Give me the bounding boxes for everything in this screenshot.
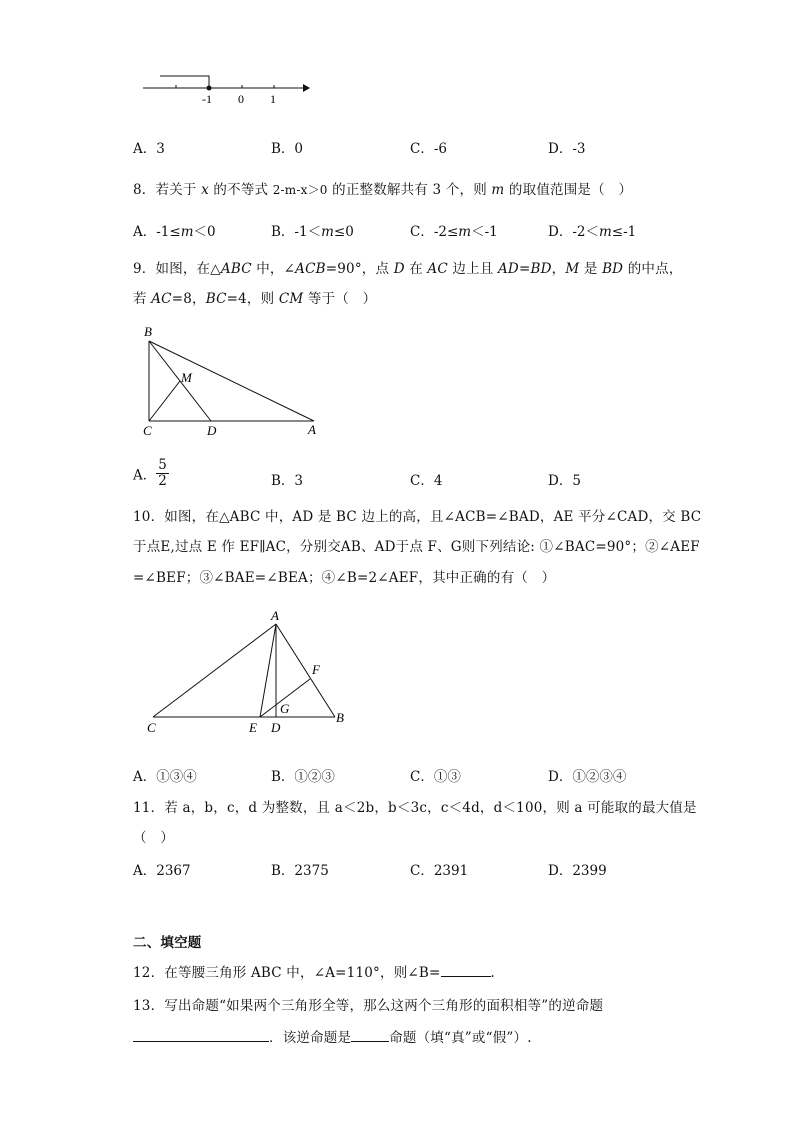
q9-option-a: A． $\frac{5}{2}$ (133, 457, 167, 489)
q8-text: 的取值范围是（ ） (504, 182, 633, 198)
q13-stem-line1: 13．写出命题“如果两个三角形全等，那么这两个三角形的面积相等”的逆命题 (133, 998, 604, 1014)
q8-option-b: B．-1＜m≤0 (271, 224, 354, 240)
q9-option-c: C．4 (410, 473, 443, 489)
q7-option-c: C．-6 (410, 141, 447, 157)
point-label-d: D (271, 720, 281, 735)
point-label-g: G (280, 701, 290, 716)
q8-text: 的不等式 (208, 182, 273, 198)
q9-option-b: B．3 (271, 473, 304, 489)
q10-stem-line1: 10．如图，在△ABC 中，AD 是 BC 边上的高，且∠ACB=∠BAD，AE 平分∠CAD，交 BC (133, 509, 702, 525)
q7-option-d: D．-3 (548, 141, 586, 157)
vertex-label-c: C (143, 423, 152, 438)
tick-label-1: 1 (270, 92, 276, 106)
vertex-label-a: A (271, 610, 279, 623)
q8-text: 8．若关于 (133, 182, 202, 198)
q13-stem-line2: ．该逆命题是 命题（填“真”或“假”）. (133, 1026, 532, 1046)
q11-option-b: B．2375 (271, 863, 329, 879)
segment-ba (149, 341, 314, 421)
number-line-figure (138, 70, 318, 110)
section-heading: 二、填空题 (133, 935, 202, 951)
q10-stem-line3: =∠BEF；③∠BAE=∠BEA；④∠B=2∠AEF，其中正确的有（ ） (133, 570, 556, 586)
q8-option-a: A．-1≤m＜0 (133, 224, 216, 240)
vertex-label-a: A (308, 422, 316, 437)
q10-option-b: B．①②③ (271, 769, 335, 785)
q10-stem-line2: 于点E,过点 E 作 EF∥AC，分别交AB、AD于点 F、G则下列结论: ①∠BAC=90°；②∠AEF (133, 539, 700, 555)
q8-stem (133, 178, 632, 198)
q7-option-a: A．3 (133, 141, 165, 157)
q8-option-c: C．-2≤m＜-1 (410, 224, 498, 240)
solid-point (207, 86, 212, 91)
point-label-e: E (249, 720, 257, 735)
q8-var-x: x (201, 182, 209, 198)
q11-option-d: D．2399 (548, 863, 607, 879)
q9-stem-line1: 9．如图，在△ABC 中，∠ACB=90°，点 D 在 AC 边上且 AD=BD，M 是 BD 的中点， (133, 261, 683, 277)
q9-option-d: D．5 (548, 473, 581, 489)
q11-option-a: A．2367 (133, 863, 191, 879)
q12-stem: 12．在等腰三角形 ABC 中，∠A=110°，则∠B= . (133, 965, 496, 981)
answer-blank[interactable] (133, 1029, 269, 1042)
segment-cm (149, 381, 180, 421)
vertex-label-b: B (144, 324, 152, 339)
q9-stem-line2: 若 AC=8，BC=4，则 CM 等于（ ） (133, 291, 377, 307)
q8-expression: 2-m-x＞0 (272, 183, 328, 197)
q9-triangle-figure (138, 322, 338, 442)
segment-ac (153, 624, 276, 717)
q7-option-b: B．0 (271, 141, 304, 157)
q8-text: 的正整数解共有 3 个，则 (327, 182, 492, 198)
q10-triangle-figure (140, 610, 360, 740)
answer-blank[interactable] (441, 964, 491, 977)
q11-option-c: C．2391 (410, 863, 469, 879)
q8-var-m: m (491, 182, 505, 198)
tick-label-neg1: -1 (202, 92, 212, 106)
q11-stem-line2: （ ） (133, 830, 175, 846)
point-label-f: F (312, 662, 320, 677)
q10-option-a: A．①③④ (133, 769, 197, 785)
segment-ae (260, 624, 276, 717)
vertex-label-c: C (147, 720, 156, 735)
answer-blank[interactable] (351, 1029, 389, 1042)
tick-label-0: 0 (238, 92, 244, 106)
number-line-arrow (303, 84, 310, 92)
vertex-label-b: B (336, 710, 344, 725)
point-label-d: D (207, 423, 217, 438)
q10-option-d: D．①②③④ (548, 769, 627, 785)
q11-stem-line1: 11．若 a，b，c，d 为整数，且 a＜2b，b＜3c，c＜4d，d＜100，则 a 可能取的最大值是 (133, 800, 697, 816)
q10-option-c: C．①③ (410, 769, 461, 785)
q8-option-d: D．-2＜m≤-1 (548, 224, 637, 240)
fraction: $\frac{5}{2}$ (158, 457, 167, 489)
solution-bracket (160, 76, 209, 88)
point-label-m: M (181, 370, 192, 385)
